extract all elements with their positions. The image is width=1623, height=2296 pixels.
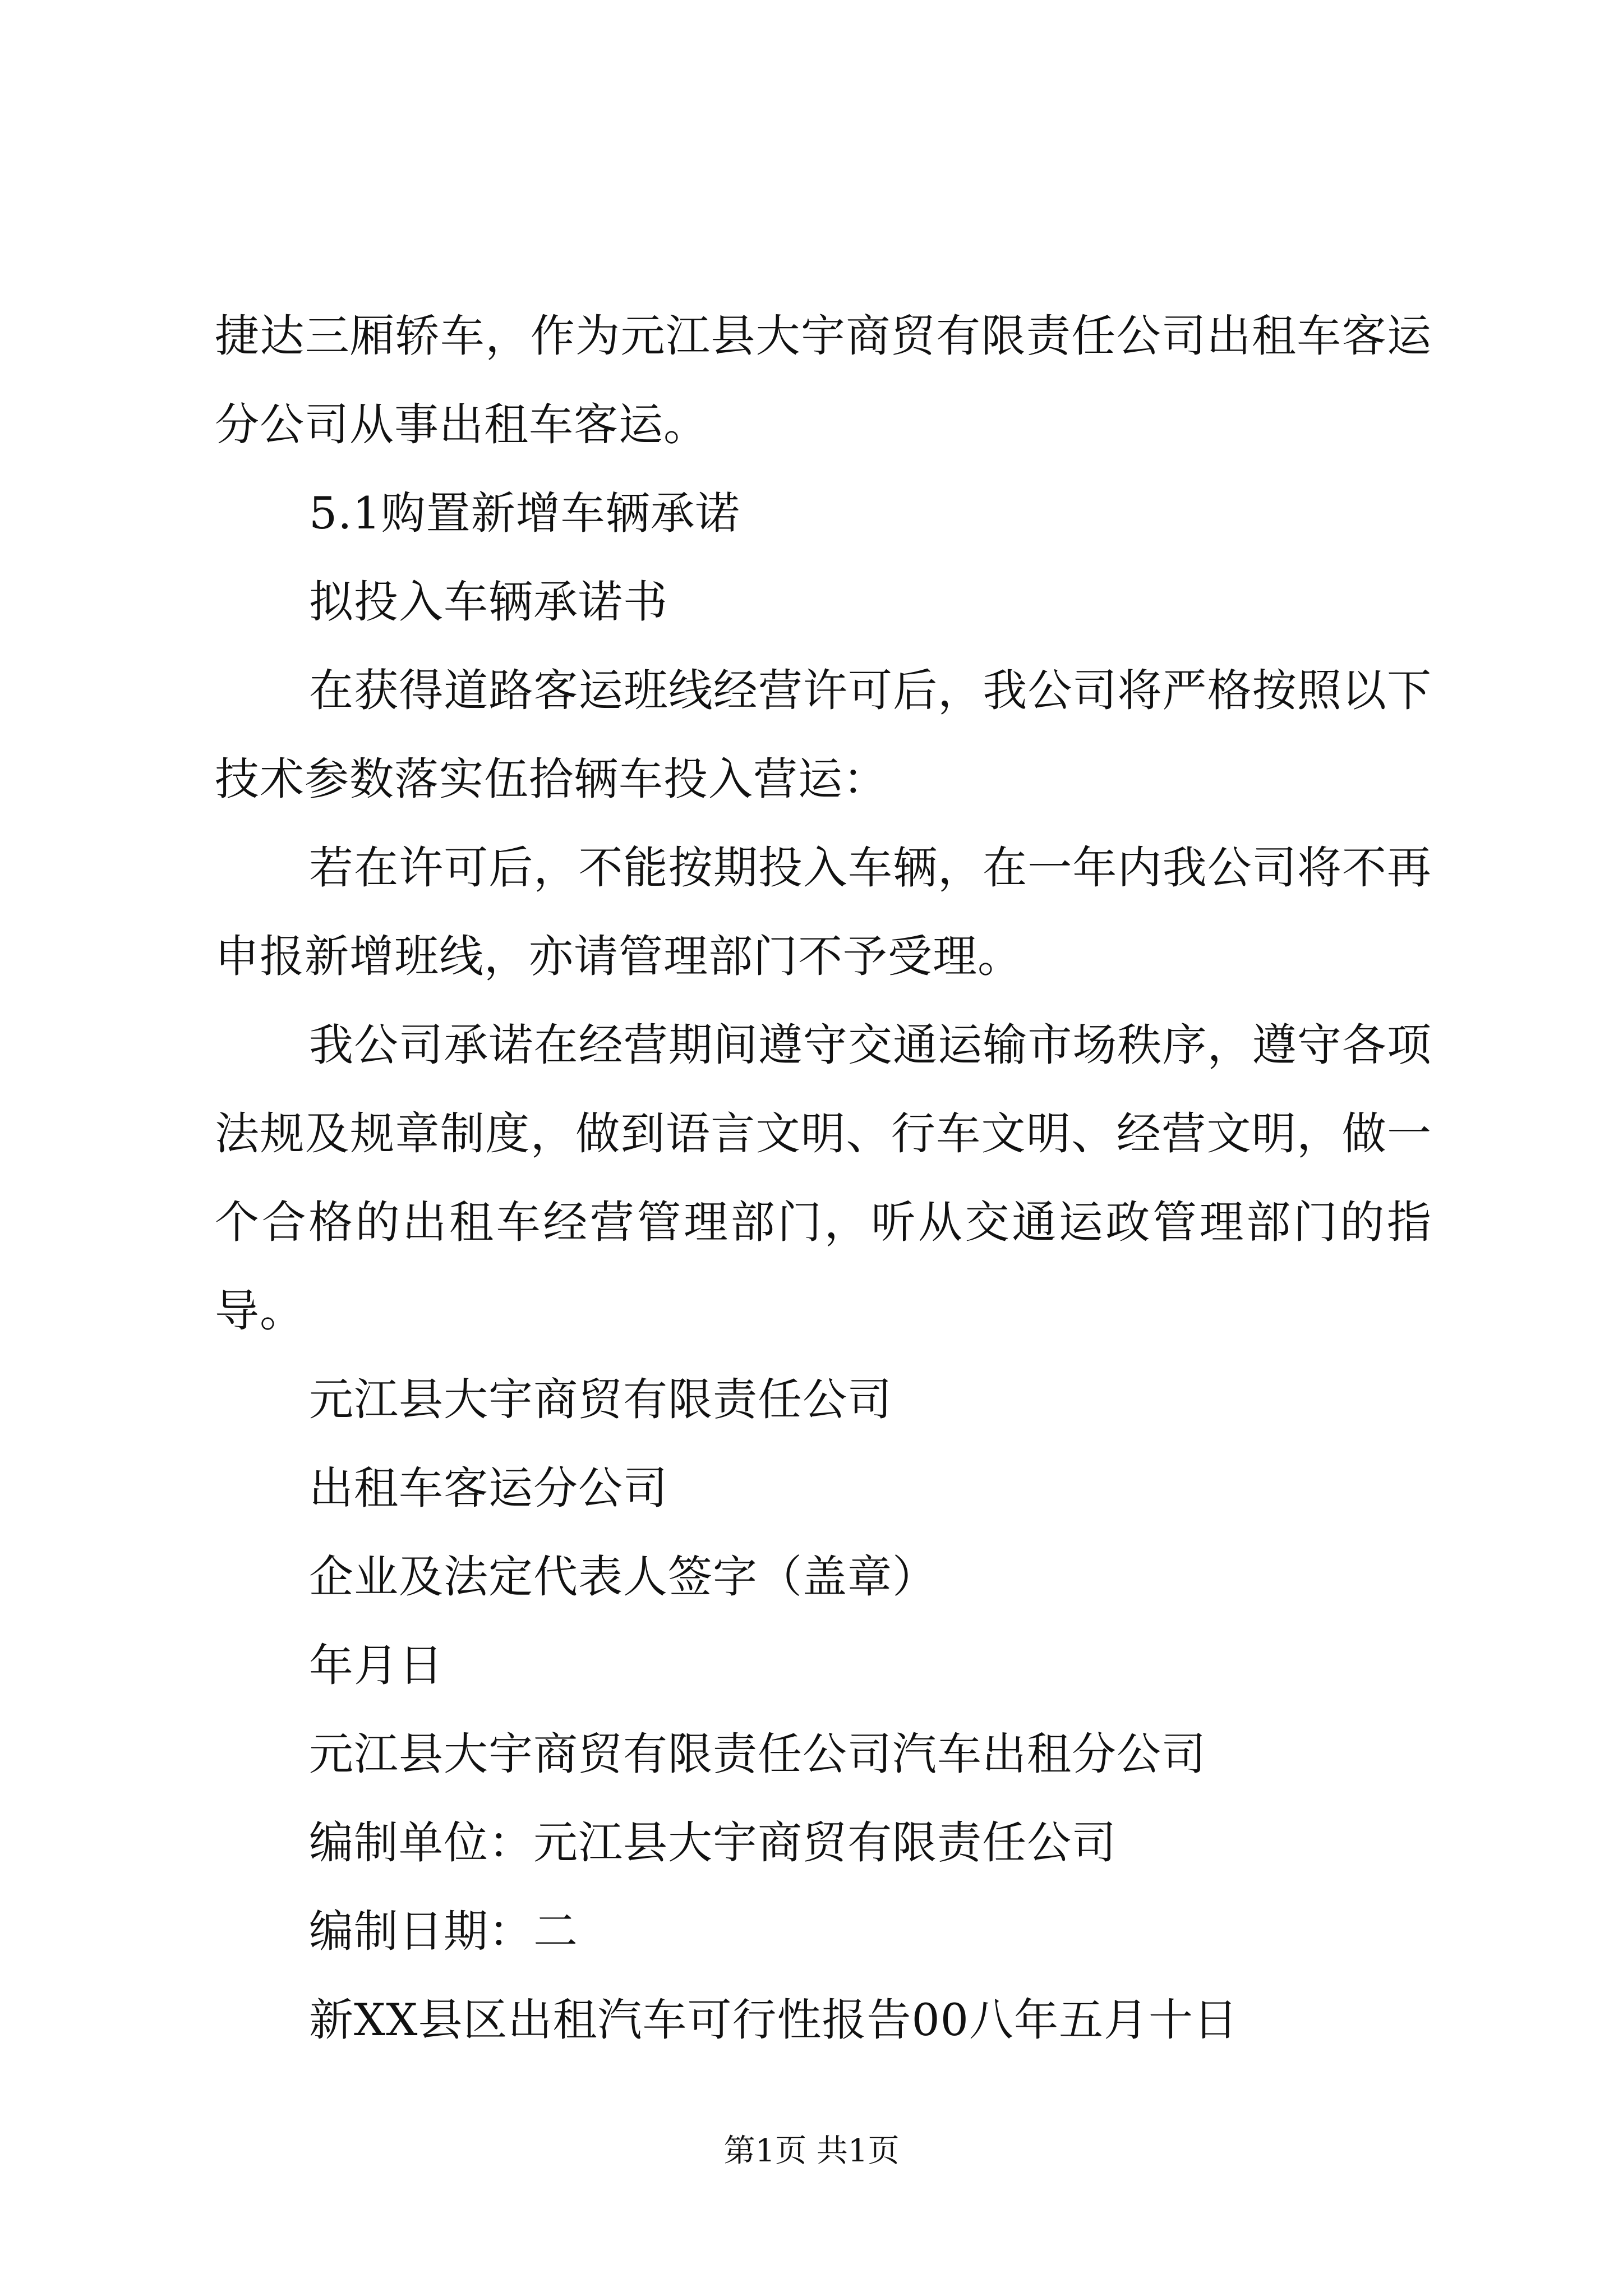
report-title-line: 新XX县区出租汽车可行性报告00八年五月十日 xyxy=(309,1994,1239,2046)
section-heading-vehicle-commitment: 5.1购置新增车辆承诺 xyxy=(309,487,740,539)
branch-name: 出租车客运分公司 xyxy=(309,1462,668,1514)
page-footer: 第1页 共1页 xyxy=(723,2133,900,2169)
paragraph-license-commitment: 在获得道路客运班线经营许可后，我公司将严格按照以下技术参数落实伍拾辆车投入营运： xyxy=(215,665,1432,805)
company-name: 元江县大宇商贸有限责任公司 xyxy=(309,1374,892,1425)
date-line: 年月日 xyxy=(309,1640,444,1691)
paragraph-penalty-clause: 若在许可后，不能按期投入车辆，在一年内我公司将不再申报新增班线，亦请管理部门不予受理。 xyxy=(215,842,1432,982)
paragraph-operation-promise: 我公司承诺在经营期间遵守交通运输市场秩序，遵守各项法规及规章制度，做到语言文明、行车文明、经营文明，做一个合格的出租车经营管理部门，听从交通运政管理部门的指导。 xyxy=(215,1019,1432,1337)
paragraph-vehicle-intro: 捷达三厢轿车，作为元江县大宇商贸有限责任公司出租车客运分公司从事出租车客运。 xyxy=(215,310,1432,450)
document-body xyxy=(215,292,1432,2064)
signature-line: 企业及法定代表人签字（盖章） xyxy=(309,1551,937,1603)
compiling-date: 编制日期：二 xyxy=(309,1906,578,1957)
branch-full-name: 元江县大宇商贸有限责任公司汽车出租分公司 xyxy=(309,1728,1206,1780)
compiling-unit: 编制单位：元江县大宇商贸有限责任公司 xyxy=(309,1817,1117,1869)
commitment-letter-title: 拟投入车辆承诺书 xyxy=(309,576,668,628)
